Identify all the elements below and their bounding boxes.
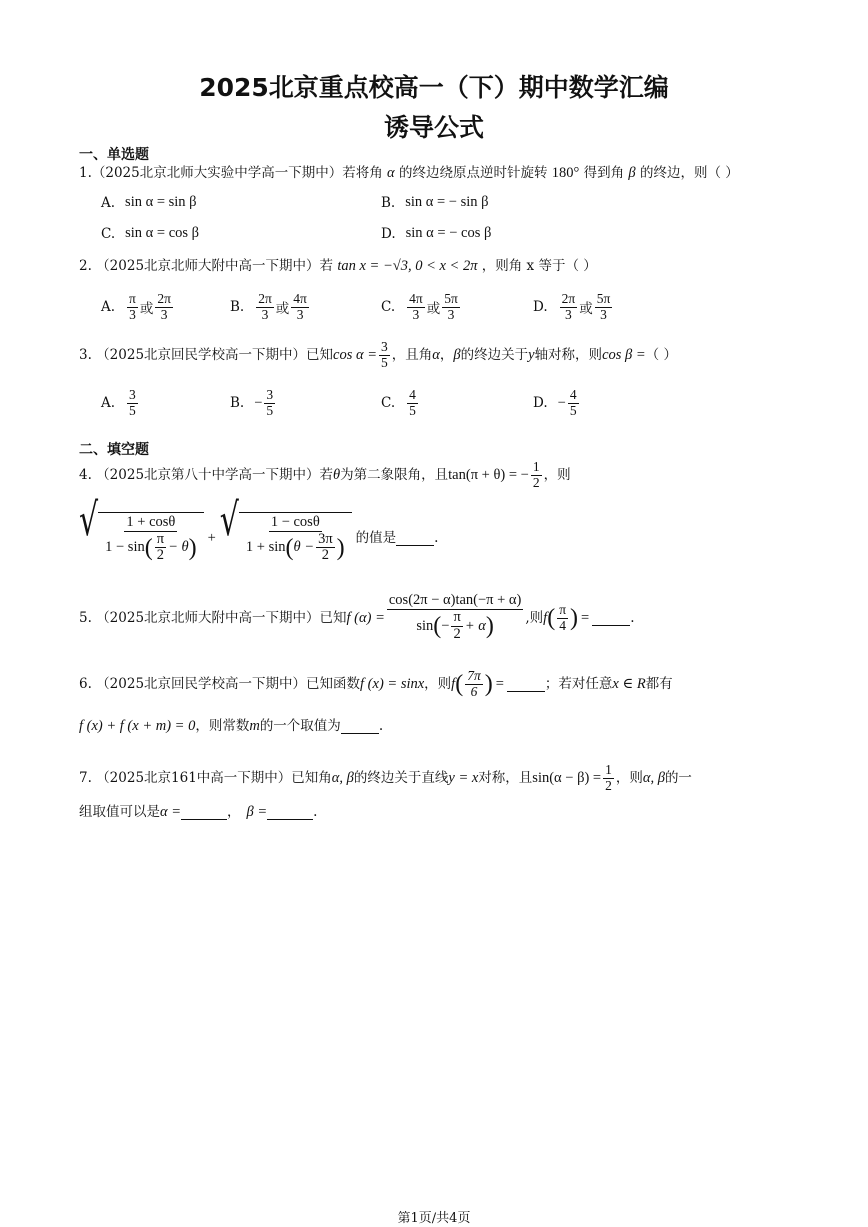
fraction: $\frac{2\pi}{3}$ <box>258 291 272 322</box>
option-text: sin α = sin β <box>125 194 197 210</box>
option-label: A. <box>101 395 116 412</box>
question-6-line2 <box>79 716 383 736</box>
q5-prefix: 5. （2025北京北师大附中高一下期中）已知 <box>79 610 347 626</box>
q6-func: f (x) = sinx <box>360 676 425 692</box>
fraction: $\frac{4}{5}$ <box>569 387 577 418</box>
comma: ， <box>227 804 241 820</box>
q3-option-a <box>101 388 140 419</box>
fraction: $\frac{4}{5}$ <box>409 387 416 418</box>
option-text: sin α = cos β <box>125 225 200 241</box>
question-6: 6. （2025北京回民学校高一下期中）已知函数 f (x) = sinx ，则 f ( $\frac{7\pi}{6}$ ) = ；若对任意 x ∈ R 都有 <box>79 667 673 699</box>
q6-mid: ，则 <box>424 676 452 692</box>
q7-ab2: α, β <box>642 770 665 786</box>
fraction: $\frac{3}{5}$ <box>381 339 388 370</box>
q3-comma: ， <box>439 347 454 364</box>
option-text: sin α = − cos β <box>405 225 492 241</box>
radical-icon: √ <box>79 493 99 547</box>
option-label: A. <box>101 194 116 211</box>
option-label: B. <box>230 395 245 412</box>
question-4 <box>79 460 571 491</box>
or-word: 或 <box>139 301 154 318</box>
q6-f: f <box>451 676 456 692</box>
q3-paren: （ ） <box>645 347 677 364</box>
option-label: A. <box>101 299 116 316</box>
q3-cos: cos α = <box>333 347 378 364</box>
document-subtitle: 诱导公式 <box>383 113 484 142</box>
section-single-choice: 一、单选题 <box>79 147 149 163</box>
q4-tail: 的值是 <box>355 530 397 546</box>
option-label: C. <box>101 225 116 242</box>
or-word: 或 <box>579 301 593 318</box>
q3-beta: β <box>453 347 461 364</box>
q7-line2: 组取值可以是 <box>79 804 160 820</box>
q1-deg: 180° <box>551 165 580 181</box>
equals-sign: = <box>581 610 590 626</box>
answer-blank[interactable] <box>396 531 434 546</box>
or-word: 或 <box>275 301 290 318</box>
question-2 <box>79 256 597 276</box>
q4-suffix: ，则 <box>543 467 571 484</box>
q6-suffix: 都有 <box>645 676 673 692</box>
q6-mid2: ；若对任意 <box>544 676 613 692</box>
q6-m: m <box>249 718 260 734</box>
q3-option-c <box>381 388 420 419</box>
option-text: sin α = − sin β <box>405 194 489 210</box>
q1-mid: 的终边绕原点逆时针旋转 <box>398 165 548 181</box>
q3-y: y <box>528 347 535 364</box>
q3-mid2: 的终边关于 <box>460 347 529 364</box>
fraction: $\frac{2\pi}{3}$ <box>157 291 171 322</box>
q2-option-d <box>533 292 614 323</box>
period: . <box>630 610 635 626</box>
sqrt-1: √ 1 + cosθ 1 − sin ( $\frac{\pi}{2}$ − θ ) <box>79 512 204 565</box>
q4-tan: tan(π + θ) = − <box>448 467 529 484</box>
q3-prefix: 3. （2025北京回民学校高一下期中）已知 <box>79 347 334 364</box>
fraction: $\frac{1}{2}$ <box>532 459 540 490</box>
answer-blank[interactable] <box>507 677 545 692</box>
option-label: C. <box>381 299 396 316</box>
q1-mid2: 得到角 <box>583 165 625 181</box>
question-3 <box>79 340 677 371</box>
q1-beta: β <box>628 165 636 181</box>
q7-prefix: 7. （2025北京161中高一下期中）已知角 <box>79 770 332 786</box>
page-number: 第1页/共4页 <box>397 1211 471 1226</box>
answer-blank[interactable] <box>341 719 379 734</box>
q1-option-b <box>381 194 489 211</box>
q6-line2-suffix: 的一个取值为 <box>259 718 341 734</box>
fraction: $\frac{3}{5}$ <box>266 387 274 418</box>
q4-mid: 为第二象限角，且 <box>340 467 449 484</box>
radical-icon: √ <box>219 493 239 547</box>
equals-sign: = <box>495 676 504 692</box>
q6-line2-mid: ，则常数 <box>195 718 250 734</box>
question-7: 7. （2025北京161中高一下期中）已知角 α, β 的终边关于直线 y = x 对称，且 sin(α − β) = $\frac{1}{2}$ ，则 α, β 的一 <box>79 761 692 793</box>
fraction: $\frac{4\pi}{3}$ <box>293 291 307 322</box>
option-label: B. <box>381 194 396 211</box>
q7-mid3: ，则 <box>615 770 643 786</box>
period: . <box>434 530 439 546</box>
q2-option-c <box>381 292 462 323</box>
q7-mid2: 对称，且 <box>478 770 533 786</box>
fraction: $\frac{3}{5}$ <box>129 387 136 418</box>
plus-sign: + <box>207 530 216 546</box>
q1-suffix: 的终边，则（ ） <box>639 165 739 181</box>
q6-set: x ∈ R <box>612 676 646 692</box>
q7-sin: sin(α − β) = <box>532 770 602 786</box>
fraction: $\frac{\pi}{3}$ <box>129 291 136 322</box>
q5-f-call: f <box>543 610 548 626</box>
period: . <box>313 804 318 820</box>
fraction: $\frac{5\pi}{3}$ <box>596 291 611 322</box>
q2-suffix: ，则角 x 等于（ ） <box>481 258 597 274</box>
q1-option-a <box>101 194 197 211</box>
q3-suffix: 轴对称，则 <box>534 347 603 364</box>
q7-line: y = x <box>448 770 479 786</box>
section-fill-blank: 二、填空题 <box>79 442 149 458</box>
fraction: $\frac{2\pi}{3}$ <box>561 291 576 322</box>
q7-ab: α, β <box>331 770 354 786</box>
answer-blank[interactable] <box>181 805 227 820</box>
answer-blank[interactable] <box>592 611 630 626</box>
q4-prefix: 4. （2025北京第八十中学高一下期中）若 <box>79 467 334 484</box>
option-label: D. <box>533 395 548 412</box>
q3-option-b <box>230 388 277 419</box>
option-label: D. <box>533 299 548 316</box>
sqrt-2: √ 1 − cosθ 1 + sin ( θ − $\frac{3\pi}{2}$ ) <box>220 512 352 565</box>
q2-condition: tan x = −√3, 0 < x < 2π <box>337 258 478 274</box>
option-label: D. <box>381 225 396 242</box>
answer-blank[interactable] <box>267 805 313 820</box>
period: . <box>378 718 384 734</box>
q3-option-d <box>533 388 581 419</box>
q5-mid: ,则 <box>525 610 544 626</box>
q7-alpha-eq: α = <box>160 804 182 820</box>
document-title: 2025北京重点校高一（下）期中数学汇编 <box>199 73 669 102</box>
question-7-line2 <box>79 802 317 822</box>
option-label: B. <box>230 299 245 316</box>
q5-fraction: cos(2π − α)tan(−π + α) sin ( − $\frac{\pi}{2}$ + α ) <box>388 592 522 642</box>
q7-beta-eq: β = <box>246 804 268 820</box>
or-word: 或 <box>426 301 441 318</box>
q4-expression <box>79 493 439 568</box>
q6-prefix: 6. （2025北京回民学校高一下期中）已知函数 <box>79 676 361 692</box>
q7-mid: 的终边关于直线 <box>353 770 449 786</box>
minus-sign: − <box>254 394 263 411</box>
q3-mid: ，且角 <box>391 347 433 364</box>
q1-alpha: α <box>387 165 395 181</box>
fraction: $\frac{4\pi}{3}$ <box>409 291 423 322</box>
q3-alpha: α <box>432 347 440 364</box>
q1-option-d <box>381 225 491 242</box>
minus-sign: − <box>557 394 566 411</box>
q4-theta: θ <box>333 467 341 484</box>
option-label: C. <box>381 395 396 412</box>
q2-option-b <box>230 292 311 323</box>
question-1 <box>79 163 739 183</box>
q2-option-a <box>101 292 175 323</box>
fraction: $\frac{5\pi}{3}$ <box>444 291 458 322</box>
question-5: 5. （2025北京北师大附中高一下期中）已知 f (α) = cos(2π − α)tan(−π + α) sin ( − $\frac{\pi}{2}$ + α ) ,则 f ( $\frac{\pi}{4}$ ) = . <box>79 592 635 642</box>
q2-prefix: 2. （2025北京北师大附中高一下期中）若 <box>79 258 334 274</box>
q1-prefix: 1.（2025北京北师大实验中学高一下期中）若将角 <box>79 165 383 181</box>
q6-equation: f (x) + f (x + m) = 0 <box>79 718 196 734</box>
q3-ask: cos β = <box>602 347 646 364</box>
q5-f: f (α) = <box>346 610 385 626</box>
q7-suffix: 的一 <box>664 770 692 786</box>
q1-option-c <box>101 225 199 242</box>
